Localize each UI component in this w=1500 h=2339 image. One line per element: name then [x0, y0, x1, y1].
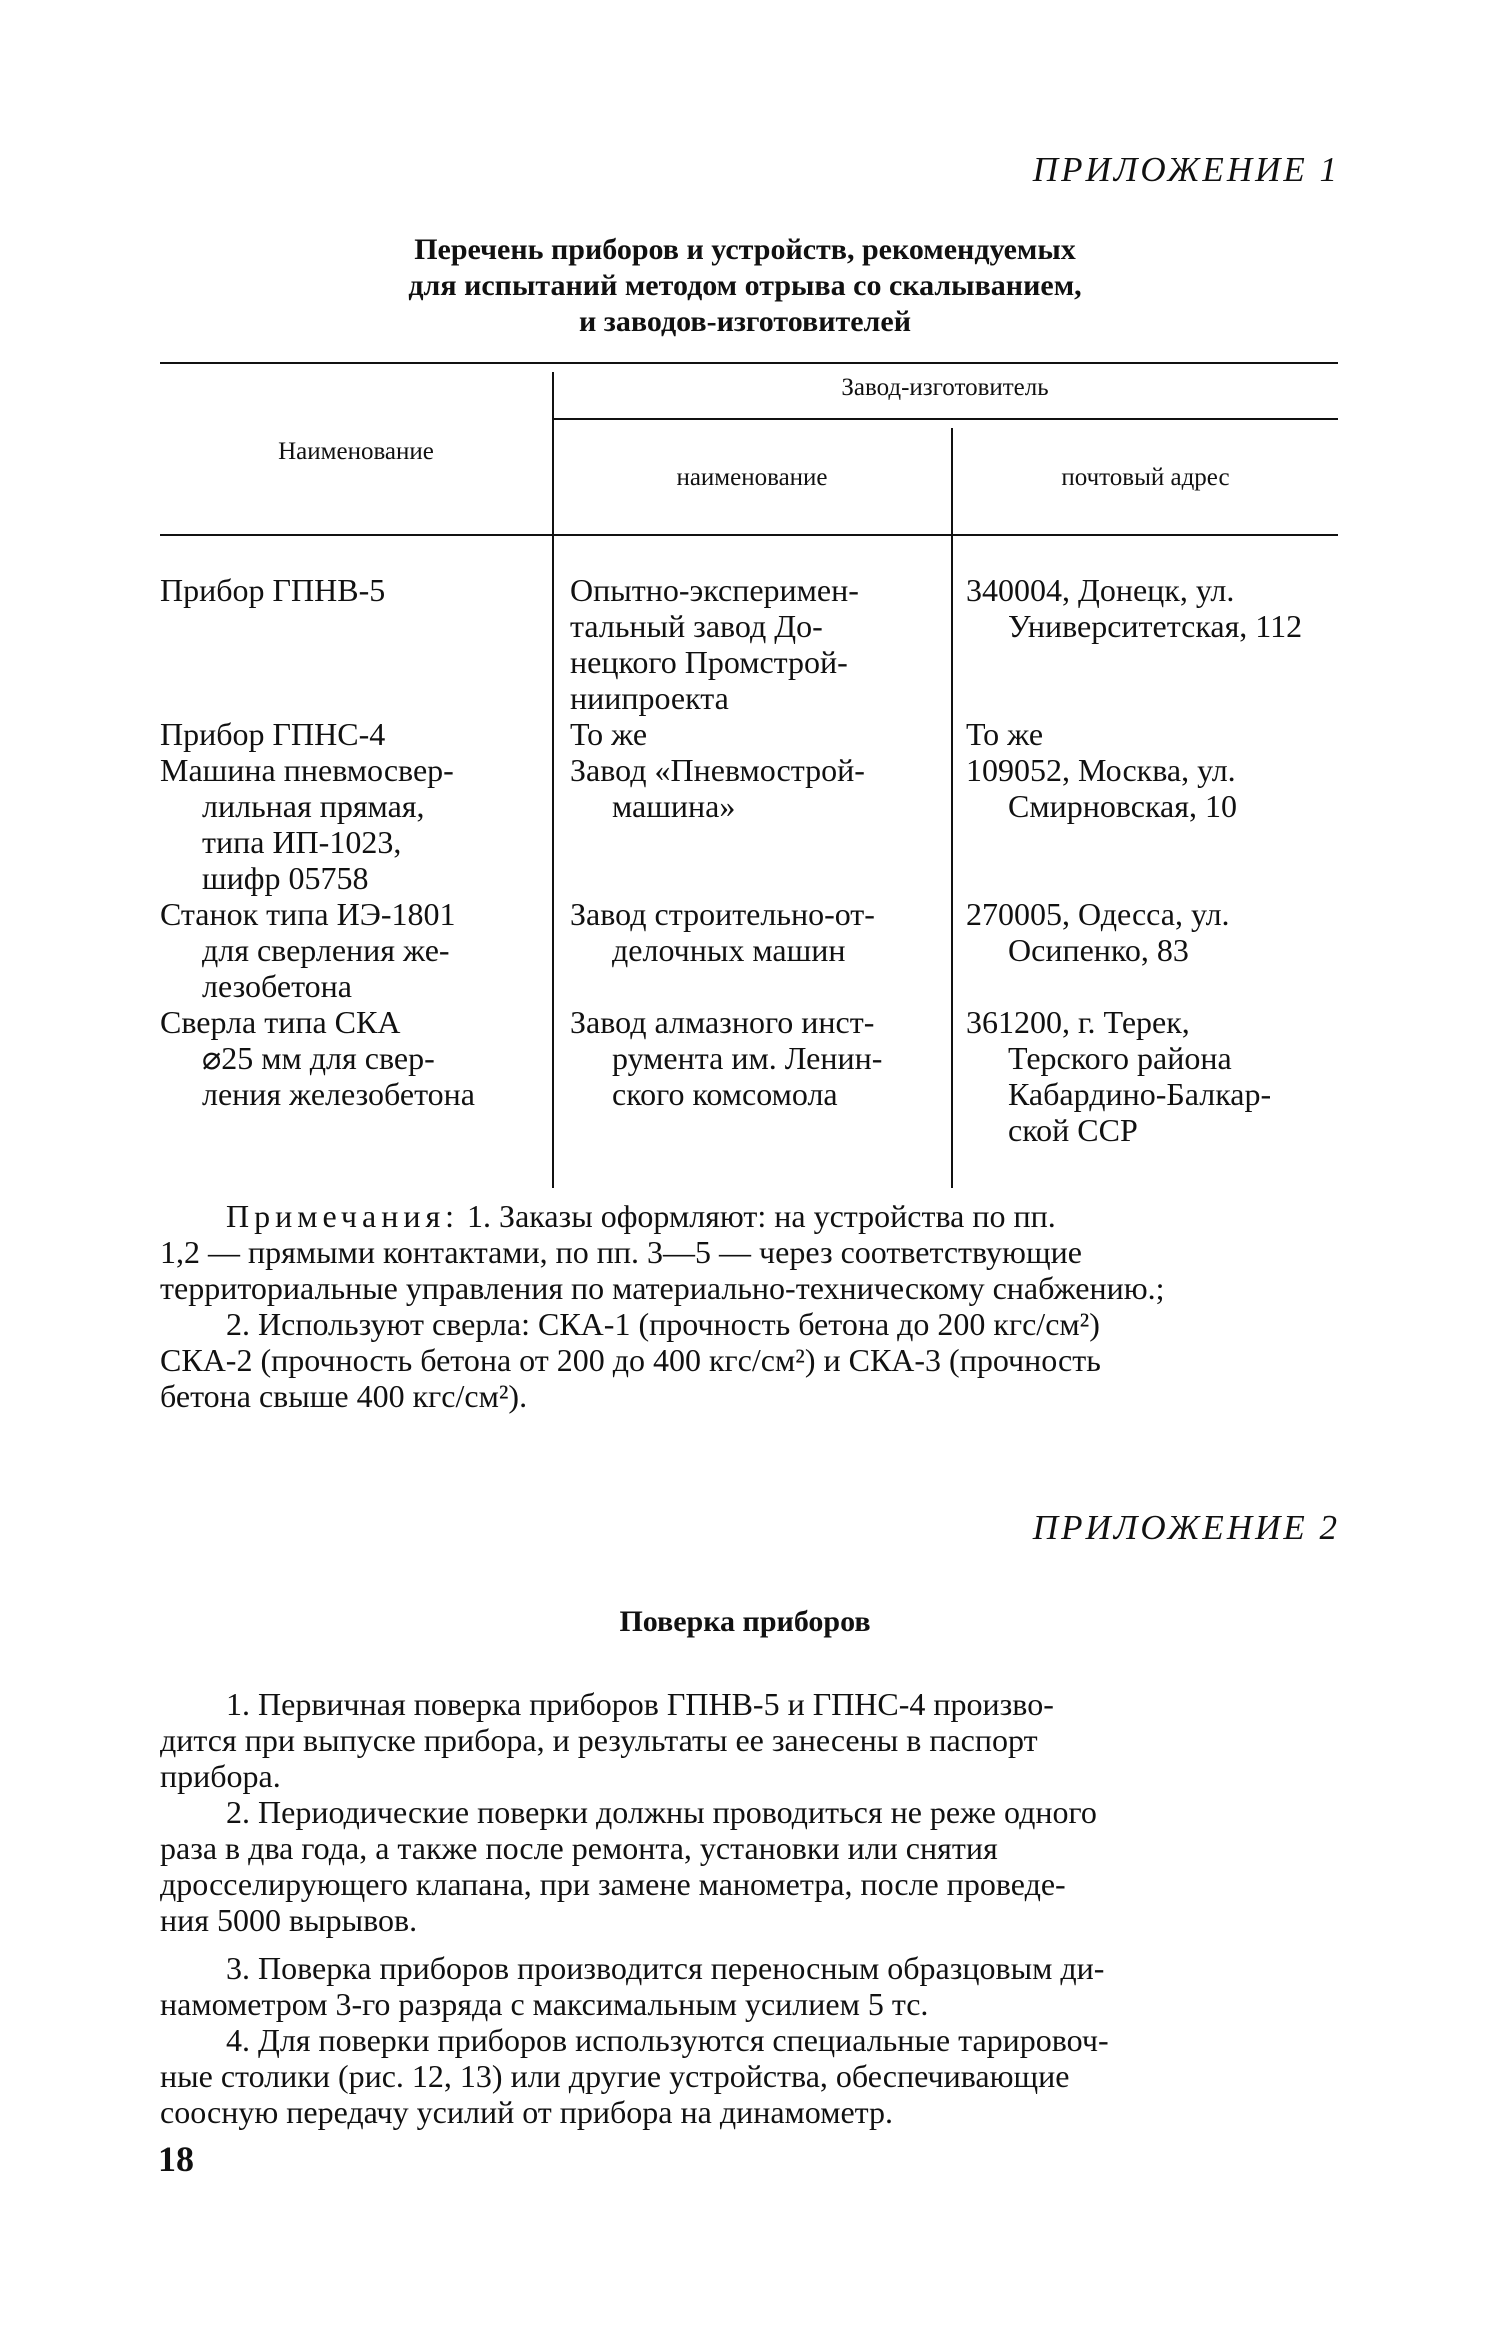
- table-row: [966, 896, 1338, 968]
- table-row: [160, 1004, 532, 1112]
- paragraph-line: 2. Периодические поверки должны проводиться не реже одного: [226, 1794, 1097, 1830]
- appendix-1-label: ПРИЛОЖЕНИЕ 1: [1032, 150, 1340, 189]
- cell-name: лильная прямая,: [202, 788, 425, 824]
- table-title: [150, 232, 1340, 340]
- cell-mfr: То же: [570, 716, 648, 752]
- cell-addr: То же: [966, 716, 1044, 752]
- paragraph-line: 1. Первичная поверка приборов ГПНВ-5 и ГПНС-4 произво-: [226, 1686, 1054, 1722]
- table-title-line: для испытаний методом отрыва со скалыванием,: [408, 269, 1082, 302]
- table-row: [160, 896, 532, 1004]
- table-row: [966, 572, 1338, 644]
- cell-mfr: Завод строительно-от-: [570, 896, 875, 932]
- column-divider: [951, 428, 953, 1188]
- paragraph-line: раза в два года, а также после ремонта, установки или снятия: [160, 1830, 998, 1866]
- cell-name: Прибор ГПНВ-5: [160, 572, 386, 608]
- paragraph-gap: [160, 1938, 1340, 1950]
- header-sub-rule: [552, 418, 1338, 420]
- header-manufacturer: Завод-изготовитель: [841, 374, 1049, 401]
- notes-line: территориальные управления по материально-техническому снабжению.;: [160, 1270, 1165, 1306]
- notes-line: бетона свыше 400 кгс/см²).: [160, 1378, 528, 1414]
- cell-name: шифр 05758: [202, 860, 369, 896]
- verification-text: [160, 1686, 1340, 2130]
- appendix-2-label: ПРИЛОЖЕНИЕ 2: [1032, 1508, 1340, 1547]
- table-row: [966, 716, 1338, 752]
- cell-mfr: Завод «Пневмострой-: [570, 752, 865, 788]
- table-row: [570, 572, 942, 716]
- cell-addr: 109052, Москва, ул.: [966, 752, 1236, 788]
- header-name: Наименование: [278, 438, 434, 465]
- cell-name: ления железобетона: [202, 1076, 475, 1112]
- table-row: [160, 752, 532, 896]
- cell-addr: Терского района: [1008, 1040, 1232, 1076]
- cell-name: лезобетона: [202, 968, 352, 1004]
- cell-mfr: румента им. Ленин-: [612, 1040, 883, 1076]
- paragraph-line: ные столики (рис. 12, 13) или другие устройства, обеспечивающие: [160, 2058, 1070, 2094]
- cell-mfr: ского комсомола: [612, 1076, 838, 1112]
- cell-mfr: Завод алмазного инст-: [570, 1004, 875, 1040]
- cell-mfr: машина»: [612, 788, 736, 824]
- paragraph-line: соосную передачу усилий от прибора на динамометр.: [160, 2094, 894, 2130]
- manufacturers-table: [160, 362, 1338, 1190]
- cell-mfr: делочных машин: [612, 932, 846, 968]
- header-mfr-address: почтовый адрес: [1061, 464, 1230, 491]
- table-top-rule: [160, 362, 1338, 364]
- table-row: [570, 1004, 942, 1112]
- notes-line: СКА-2 (прочность бетона от 200 до 400 кгс/см²) и СКА-3 (прочность: [160, 1342, 1101, 1378]
- paragraph-line: прибора.: [160, 1758, 281, 1794]
- cell-addr: Осипенко, 83: [1008, 932, 1189, 968]
- table-row: [160, 572, 530, 608]
- table-title-line: Перечень приборов и устройств, рекомендуемых: [414, 233, 1076, 266]
- cell-addr: Университетская, 112: [1008, 608, 1303, 644]
- cell-name: типа ИП-1023,: [202, 824, 402, 860]
- paragraph-line: 3. Поверка приборов производится переносным образцовым ди-: [226, 1950, 1105, 1986]
- cell-name: Прибор ГПНС-4: [160, 716, 386, 752]
- cell-addr: 270005, Одесса, ул.: [966, 896, 1230, 932]
- cell-name: Станок типа ИЭ-1801: [160, 896, 456, 932]
- notes-text: 1. Заказы оформляют: на устройства по пп.: [467, 1198, 1056, 1234]
- cell-name: Сверла типа СКА: [160, 1004, 401, 1040]
- table-notes: [160, 1198, 1340, 1414]
- paragraph-line: 4. Для поверки приборов используются специальные тарировоч-: [226, 2022, 1109, 2058]
- table-row: [570, 752, 942, 824]
- notes-line: [160, 1198, 1340, 1234]
- notes-label: Примечания:: [226, 1198, 460, 1234]
- table-row: [570, 716, 942, 752]
- page-number: 18: [158, 2139, 194, 2179]
- cell-mfr: Опытно-эксперимен-: [570, 572, 859, 608]
- cell-name: для сверления же-: [202, 932, 450, 968]
- paragraph-line: дится при выпуске прибора, и результаты ее занесены в паспорт: [160, 1722, 1038, 1758]
- table-title-line: и заводов-изготовителей: [579, 305, 911, 338]
- notes-line: 1,2 — прямыми контактами, по пп. 3—5 — через соответствующие: [160, 1234, 1082, 1270]
- cell-addr: 361200, г. Терек,: [966, 1004, 1190, 1040]
- column-divider: [552, 372, 554, 1188]
- cell-mfr: тальный завод До-: [570, 608, 823, 644]
- cell-name: Машина пневмосвер-: [160, 752, 454, 788]
- cell-addr: Кабардино-Балкар-: [1008, 1076, 1272, 1112]
- cell-addr: Смирновская, 10: [1008, 788, 1237, 824]
- cell-name: ⌀25 мм для свер-: [202, 1040, 435, 1076]
- table-row: [570, 896, 942, 968]
- cell-addr: ской ССР: [1008, 1112, 1138, 1148]
- cell-mfr: ниипроекта: [570, 680, 729, 716]
- table-row: [966, 1004, 1338, 1148]
- table-row: [160, 716, 530, 752]
- section-title: Поверка приборов: [619, 1605, 871, 1638]
- paragraph-line: ния 5000 вырывов.: [160, 1902, 418, 1938]
- table-row: [966, 752, 1338, 824]
- header-bottom-rule: [160, 534, 1338, 536]
- paragraph-line: намометром 3-го разряда с максимальным усилием 5 тс.: [160, 1986, 929, 2022]
- notes-line: 2. Используют сверла: СКА-1 (прочность бетона до 200 кгс/см²): [226, 1306, 1100, 1342]
- cell-mfr: нецкого Промстрой-: [570, 644, 848, 680]
- header-mfr-name: наименование: [676, 464, 828, 491]
- cell-addr: 340004, Донецк, ул.: [966, 572, 1235, 608]
- paragraph-line: дросселирующего клапана, при замене манометра, после проведе-: [160, 1866, 1066, 1902]
